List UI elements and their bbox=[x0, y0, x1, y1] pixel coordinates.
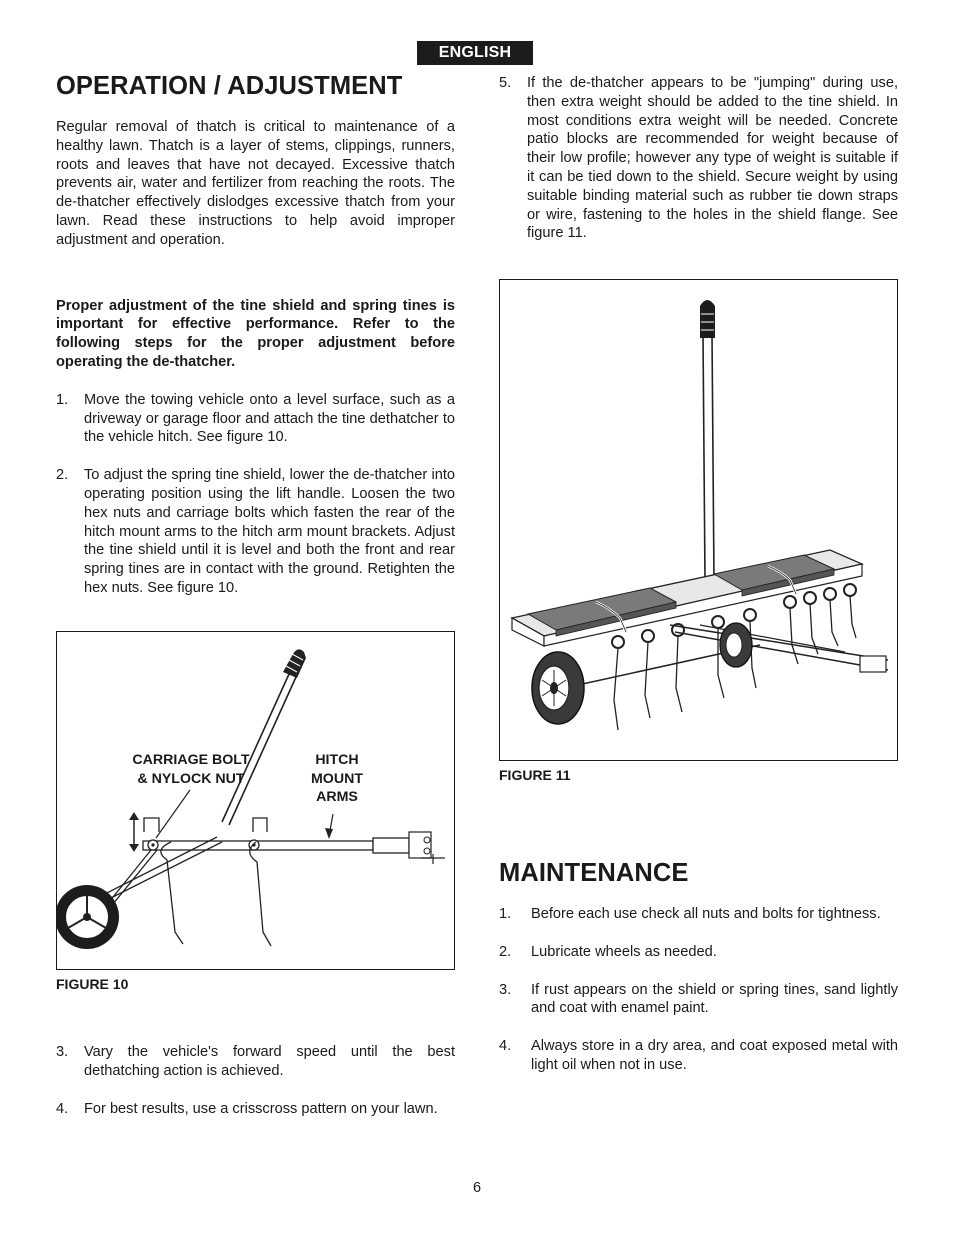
bolt-leader-line bbox=[156, 790, 190, 838]
wheel-icon bbox=[532, 652, 584, 724]
maintenance-step-3 bbox=[499, 981, 898, 1019]
label-line: & NYLOCK NUT bbox=[137, 770, 245, 787]
step-text: Before each use check all nuts and bolts for tightness. bbox=[531, 906, 881, 922]
step-number: 5. bbox=[499, 75, 512, 91]
operation-steps-right bbox=[499, 74, 898, 243]
step-number: 3. bbox=[56, 1044, 69, 1060]
wheel-icon bbox=[720, 623, 752, 667]
operation-step-1 bbox=[56, 391, 455, 447]
operation-title: OPERATION / ADJUSTMENT bbox=[56, 72, 403, 100]
maintenance-step-2 bbox=[499, 943, 898, 962]
figure-11-caption: FIGURE 11 bbox=[499, 767, 571, 783]
step-number: 2. bbox=[499, 943, 512, 960]
label-line: CARRIAGE BOLT bbox=[132, 752, 250, 768]
wheel-icon bbox=[57, 885, 119, 949]
label-line: MOUNT bbox=[310, 770, 363, 787]
operation-step-4 bbox=[56, 1100, 455, 1119]
maintenance-step-4 bbox=[499, 1037, 898, 1075]
operation-steps-continued bbox=[56, 1043, 455, 1118]
step-text: Vary the vehicle's forward speed until the best dethatching action is achieved. bbox=[84, 1044, 455, 1079]
figure-10-caption: FIGURE 10 bbox=[56, 976, 129, 992]
figure-10-illustration bbox=[57, 632, 453, 968]
operation-warning: Proper adjustment of the tine shield and spring tines is important for effective performance. Refer to the following steps for the proper adjustment before operating the de-thatcher. bbox=[56, 297, 455, 370]
step-text: Always store in a dry area, and coat exposed metal with light oil when not in use. bbox=[531, 1038, 898, 1073]
step-text: Move the towing vehicle onto a level surface, such as a driveway or garage floor and attach the tine dethatcher to the vehicle hitch. See figure 10. bbox=[84, 391, 455, 446]
lift-handle bbox=[688, 300, 715, 612]
operation-step-2 bbox=[56, 466, 455, 598]
step-text: For best results, use a crisscross pattern on your lawn. bbox=[84, 1100, 438, 1117]
operation-intro: Regular removal of thatch is critical to maintenance of a healthy lawn. Thatch is a layer of stems, clippings, runners, roots and leaves that have not decayed. Excessive thatch prevents air, water and fertilizer from reaching the roots. The de-thatcher effectively dislodges excessive thatch from your lawn. Read these instructions to help avoid improper adjustment and operation. bbox=[56, 119, 455, 248]
step-number: 4. bbox=[56, 1100, 69, 1117]
page-number: 6 bbox=[472, 1180, 482, 1196]
step-number: 1. bbox=[499, 906, 512, 922]
label-line: HITCH bbox=[315, 752, 359, 768]
operation-step-5 bbox=[499, 74, 898, 243]
figure-10-frame bbox=[56, 631, 455, 970]
maintenance-title: MAINTENANCE bbox=[499, 859, 689, 887]
step-text: Lubricate wheels as needed. bbox=[531, 943, 717, 960]
maintenance-step-1 bbox=[499, 905, 898, 924]
step-number: 3. bbox=[499, 981, 512, 998]
step-text: If the de-thatcher appears to be "jumping" during use, then extra weight should be added to the tine shield. In most conditions extra weight will be needed. Concrete patio blocks are recommended for weight because of their low profile; however any type of weight is suitable if it can be tied down to the shield. Secure weight by using suitable binding material such as rubber tie down straps or wire, fastening to the holes in the shield flange. See figure 11. bbox=[527, 75, 898, 242]
step-number: 1. bbox=[56, 391, 69, 408]
maintenance-steps bbox=[499, 905, 898, 1075]
left-column bbox=[56, 70, 455, 598]
figure-11-frame bbox=[499, 279, 898, 761]
operation-steps-first bbox=[56, 391, 455, 598]
adjust-arrow bbox=[129, 812, 139, 852]
operation-step-3 bbox=[56, 1043, 455, 1081]
step-number: 4. bbox=[499, 1038, 512, 1055]
label-line: ARMS bbox=[316, 789, 358, 805]
carriage-bolt-label bbox=[123, 751, 259, 788]
step-text: To adjust the spring tine shield, lower the de-thatcher into operating position using the lift handle. Loosen the two hex nuts and carriage bolts which fasten the rear of the hitch mount arms to the hitch arm mount brackets. Adjust the tine shield until it is level and both the front and rear spring tines are in contact with the ground. Retighten the hex nuts. See figure 10. bbox=[84, 467, 455, 596]
step-number: 2. bbox=[56, 467, 69, 484]
lift-handle bbox=[222, 649, 306, 825]
language-badge: ENGLISH bbox=[417, 41, 533, 65]
figure-11-illustration bbox=[500, 280, 896, 759]
maintenance-section bbox=[499, 857, 898, 1075]
hitch-mount-arms-label bbox=[297, 751, 377, 807]
step-text: If rust appears on the shield or spring tines, sand lightly and coat with enamel paint. bbox=[531, 981, 898, 1017]
